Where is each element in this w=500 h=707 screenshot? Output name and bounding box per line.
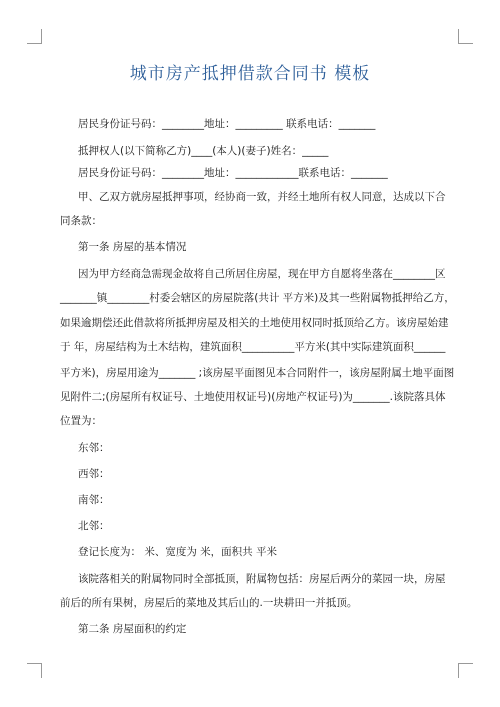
neighbor-north: 北邻： <box>78 520 110 532</box>
doc-paragraph-line: 该院落相关的附属物同时全部抵顶，附属物包括：房屋后两分的菜园一块，房屋 <box>78 573 446 585</box>
doc-paragraph-intro-line1: 甲、乙双方就房屋抵押事项，经协商一致，并经土地所有权人同意，达成以下合 <box>78 191 446 203</box>
section-heading-article-2: 第二条 房屋面积的约定 <box>78 623 187 635</box>
doc-paragraph-line: 位置为： <box>60 415 102 427</box>
doc-line-dimensions: 登记长度为： 米、宽度为 米，面积共 平米 <box>78 546 278 558</box>
neighbor-west: 西邻： <box>78 468 110 480</box>
doc-paragraph-line: 如果逾期偿还此借款将所抵押房屋及相关的土地使用权同时抵顶给乙方。该房屋始建 <box>60 317 449 329</box>
crop-mark-bottom-left <box>27 663 42 678</box>
crop-mark-bottom-right <box>458 663 473 678</box>
neighbor-east: 东邻： <box>78 442 110 454</box>
crop-mark-top-left <box>27 29 42 44</box>
doc-line-id-address-phone-2: 居民身份证号码：________地址：____________联系电话：_______ <box>78 167 388 179</box>
doc-paragraph-line: _______镇________村委会辖区的房屋院落(共计 平方米)及其一些附属物抵押给乙方， <box>60 292 455 304</box>
doc-paragraph-intro-line2: 同条款： <box>60 215 102 227</box>
doc-paragraph-line: 于 年，房屋结构为土木结构，建筑面积__________平方米(其中实际建筑面积______ <box>60 341 446 353</box>
doc-paragraph-line: 见附件二;(房屋所有权证号、土地使用权证号)(房地产权证号)为_______.该院落具体 <box>60 391 446 403</box>
doc-paragraph-line: 平方米)，房屋用途为_______ ;该房屋平面图见本合同附件一，该房屋附属土地平面图 <box>60 367 455 379</box>
doc-paragraph-line: 前后的所有果树，房屋后的菜地及其后山的.一块耕田一并抵顶。 <box>60 597 358 609</box>
doc-line-mortgagee: 抵押权人(以下简称乙方)____(本人)(妻子)姓名：_____ <box>78 145 329 157</box>
document-title: 城市房产抵押借款合同书 模板 <box>129 64 371 84</box>
doc-line-id-address-phone-1: 居民身份证号码：________地址：_________ 联系电话：_______ <box>78 118 376 130</box>
crop-mark-top-right <box>458 29 473 44</box>
neighbor-south: 南邻： <box>78 494 110 506</box>
doc-paragraph-line: 因为甲方经商急需现金故将自己所居住房屋，现在甲方自愿将坐落在________区 <box>78 268 446 280</box>
section-heading-article-1: 第一条 房屋的基本情况 <box>78 241 187 253</box>
